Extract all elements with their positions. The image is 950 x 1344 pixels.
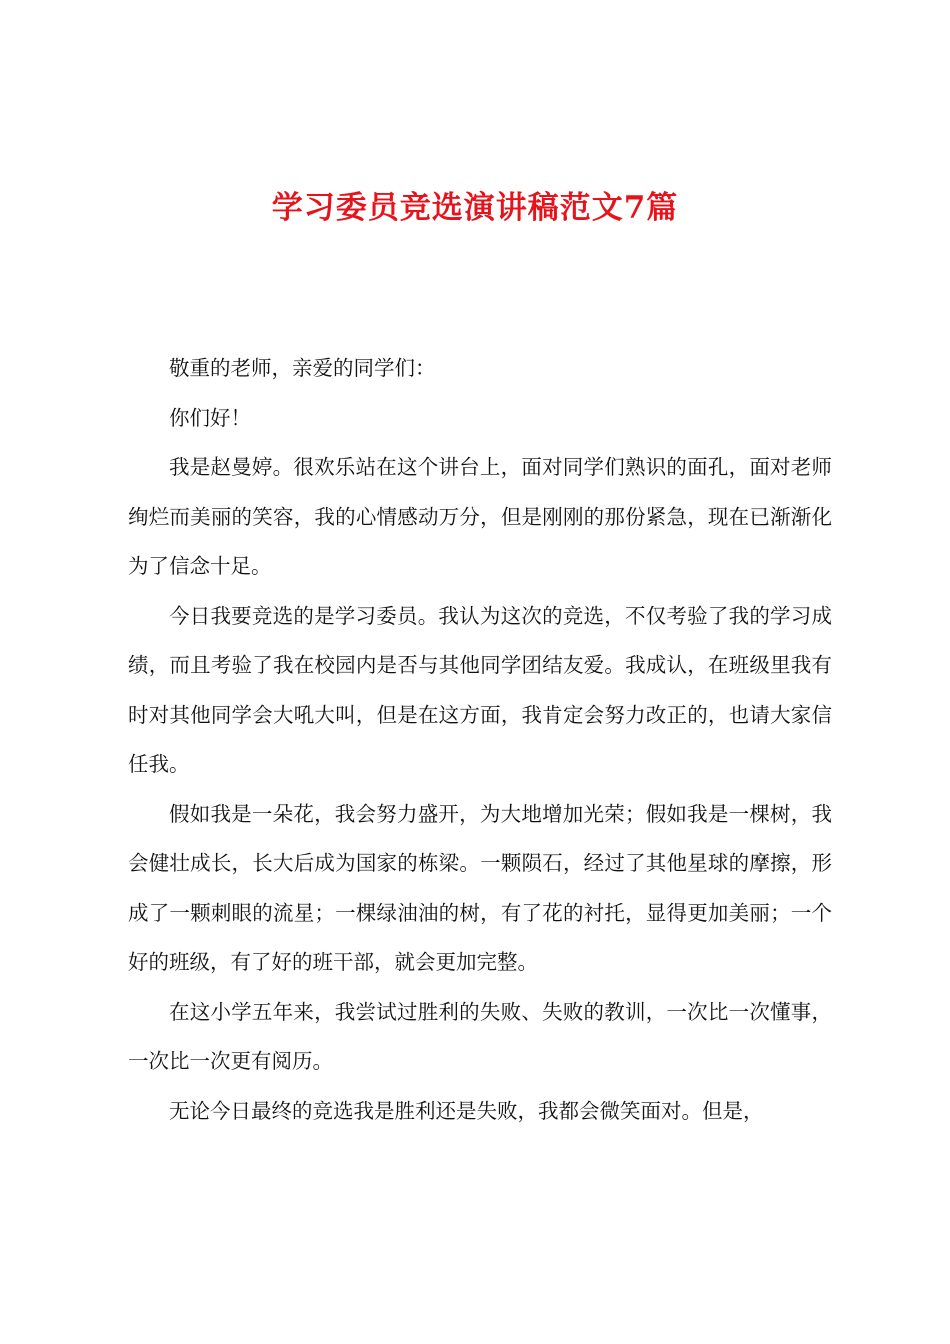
paragraph-greeting: 你们好！ bbox=[169, 405, 251, 430]
document-title: 学习委员竞选演讲稿范文7篇 bbox=[271, 190, 679, 226]
paragraph: 今日我要竞选的是学习委员。我认为这次的竞选，不仅考验了我的学习成绩，而且考验了我在校园内是否与其他同学团结友爱。我成认，在班级里我有时对其他同学会大吼大叫，但是在这方面，我肯定会努力改正的，也请大家信任我。 bbox=[128, 603, 832, 776]
paragraph: 假如我是一朵花，我会努力盛开，为大地增加光荣；假如我是一棵树，我会健壮成长，长大后成为国家的栋梁。一颗陨石，经过了其他星球的摩擦，形成了一颗刺眼的流星；一棵绿油油的树，有了花的衬托，显得更加美丽；一个好的班级，有了好的班干部，就会更加完整。 bbox=[128, 801, 832, 974]
document-body bbox=[128, 344, 832, 1136]
paragraph: 我是赵曼婷。很欢乐站在这个讲台上，面对同学们熟识的面孔，面对老师绚烂而美丽的笑容，我的心情感动万分，但是刚刚的那份紧急，现在已渐渐化为了信念十足。 bbox=[128, 455, 832, 578]
paragraph: 在这小学五年来，我尝试过胜利的失败、失败的教训，一次比一次懂事，一次比一次更有阅历。 bbox=[128, 999, 832, 1073]
paragraph: 无论今日最终的竞选我是胜利还是失败，我都会微笑面对。但是， bbox=[169, 1098, 764, 1123]
paragraph-salutation: 敬重的老师，亲爱的同学们： bbox=[169, 356, 436, 380]
